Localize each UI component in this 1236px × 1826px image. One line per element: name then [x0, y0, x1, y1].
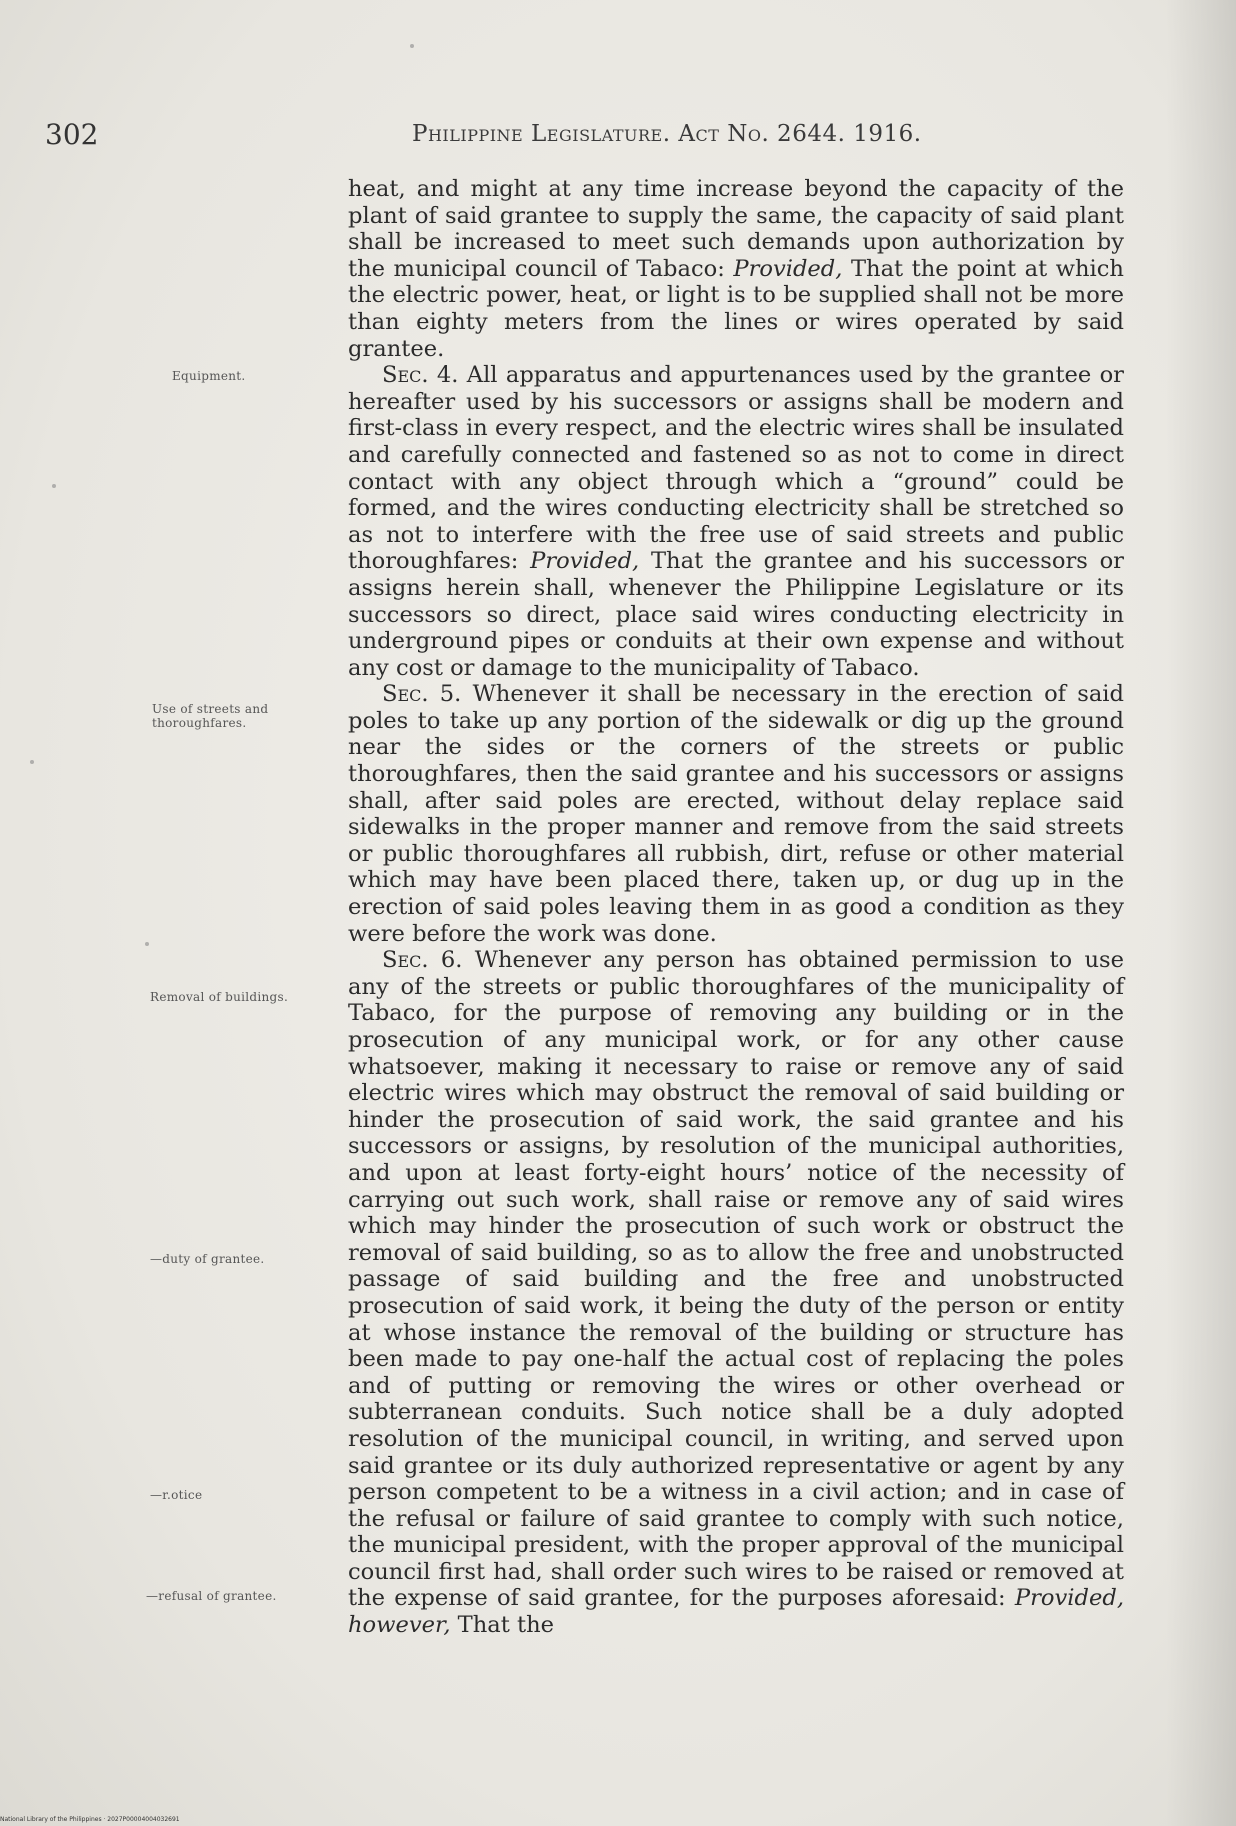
margin-note-refusal: —refusal of grantee.	[146, 1589, 277, 1603]
section-label: Sec. 5.	[382, 681, 462, 708]
section-label: Sec. 4.	[382, 362, 459, 389]
margin-note-equipment: Equipment.	[172, 369, 246, 383]
page-edge-shadow	[1166, 0, 1236, 1826]
section-5: Sec. 5. Whenever it shall be necessary in the erection of said poles to take up any portion of the sidewalk or dig up the ground near the sides or the corners of the streets or public thoroughfares, then the said grantee and his successors or assigns shall, after said poles are erected, without delay replace said sidewalks in the proper manner and remove from the said streets or public thoroughfares all rubbish, dirt, refuse or other material which may have been placed there, taken up, or dug up in the erection of said poles leaving them in as good a condition as they were before the work was done.	[348, 681, 1124, 947]
margin-note-removal: Removal of buildings.	[150, 990, 289, 1004]
section-4: Sec. 4. All apparatus and appurtenances used by the grantee or hereafter used by his successors or assigns shall be modern and first-class in every respect, and the electric wires shall be insulated and carefully connected and fastened so as not to come in direct contact with any object through which a “ground” could be formed, and the wires conducting electricity shall be stretched so as not to interfere with the free use of said streets and public thoroughfares: Provided, That the grantee and his successors or assigns herein shall, whenever the Philippine Legislature or its successors so direct, place said wires conducting electricity in underground pipes or conduits at their own expense and without any cost or damage to the municipality of Tabaco.	[348, 362, 1124, 681]
section-label: Sec. 6.	[382, 947, 463, 974]
scan-footer: National Library of the Philippines · 2027P00004004032691	[0, 1816, 180, 1823]
running-head: Philippine Legislature. Act No. 2644. 1916.	[412, 121, 922, 147]
paragraph-continuation: heat, and might at any time increase beyond the capacity of the plant of said grantee to supply the same, the capacity of said plant shall be increased to meet such demands upon authorization by the municipal council of Tabaco: Provided, That the point at which the electric power, heat, or light is to be supplied shall not be more than eighty meters from the lines or wires operated by said grantee.	[348, 176, 1124, 362]
page-number: 302	[45, 118, 99, 151]
section-6: Sec. 6. Whenever any person has obtained permission to use any of the streets or public thoroughfares of the municipality of Tabaco, for the purpose of removing any building or in the prosecution of any municipal work, or for any other cause whatsoever, making it necessary to raise or remove any of said electric wires which may obstruct the removal of said building or hinder the prosecution of said work, the said grantee and his successors or assigns, by resolution of the municipal authorities, and upon at least forty-eight hours’ notice of the necessity of carrying out such work, shall raise or remove any of said wires which may hinder the prosecution of such work or obstruct the removal of said building, so as to allow the free and unobstructed passage of said building and the free and unobstructed prosecution of said work, it being the duty of the person or entity at whose instance the removal of the building or structure has been made to pay one-half the actual cost of replacing the poles and of putting or removing the wires or other overhead or subterranean conduits. Such notice shall be a duly adopted resolution of the municipal council, in writing, and served upon said grantee or its duly authorized representative or agent by any person competent to be a witness in a civil action; and in case of the refusal or failure of said grantee to comply with such notice, the municipal president, with the proper approval of the municipal council first had, shall order such wires to be raised or removed at the expense of said grantee, for the purposes aforesaid: Provided, however, That the	[348, 947, 1124, 1639]
speck	[145, 942, 149, 946]
speck	[410, 44, 414, 48]
body-text	[348, 176, 1124, 1639]
speck	[52, 484, 56, 488]
margin-note-notice: —r.otice	[150, 1488, 203, 1502]
margin-note-streets: Use of streets and thoroughfares.	[152, 702, 269, 730]
speck	[30, 760, 34, 764]
margin-note-duty: —duty of grantee.	[150, 1252, 265, 1266]
